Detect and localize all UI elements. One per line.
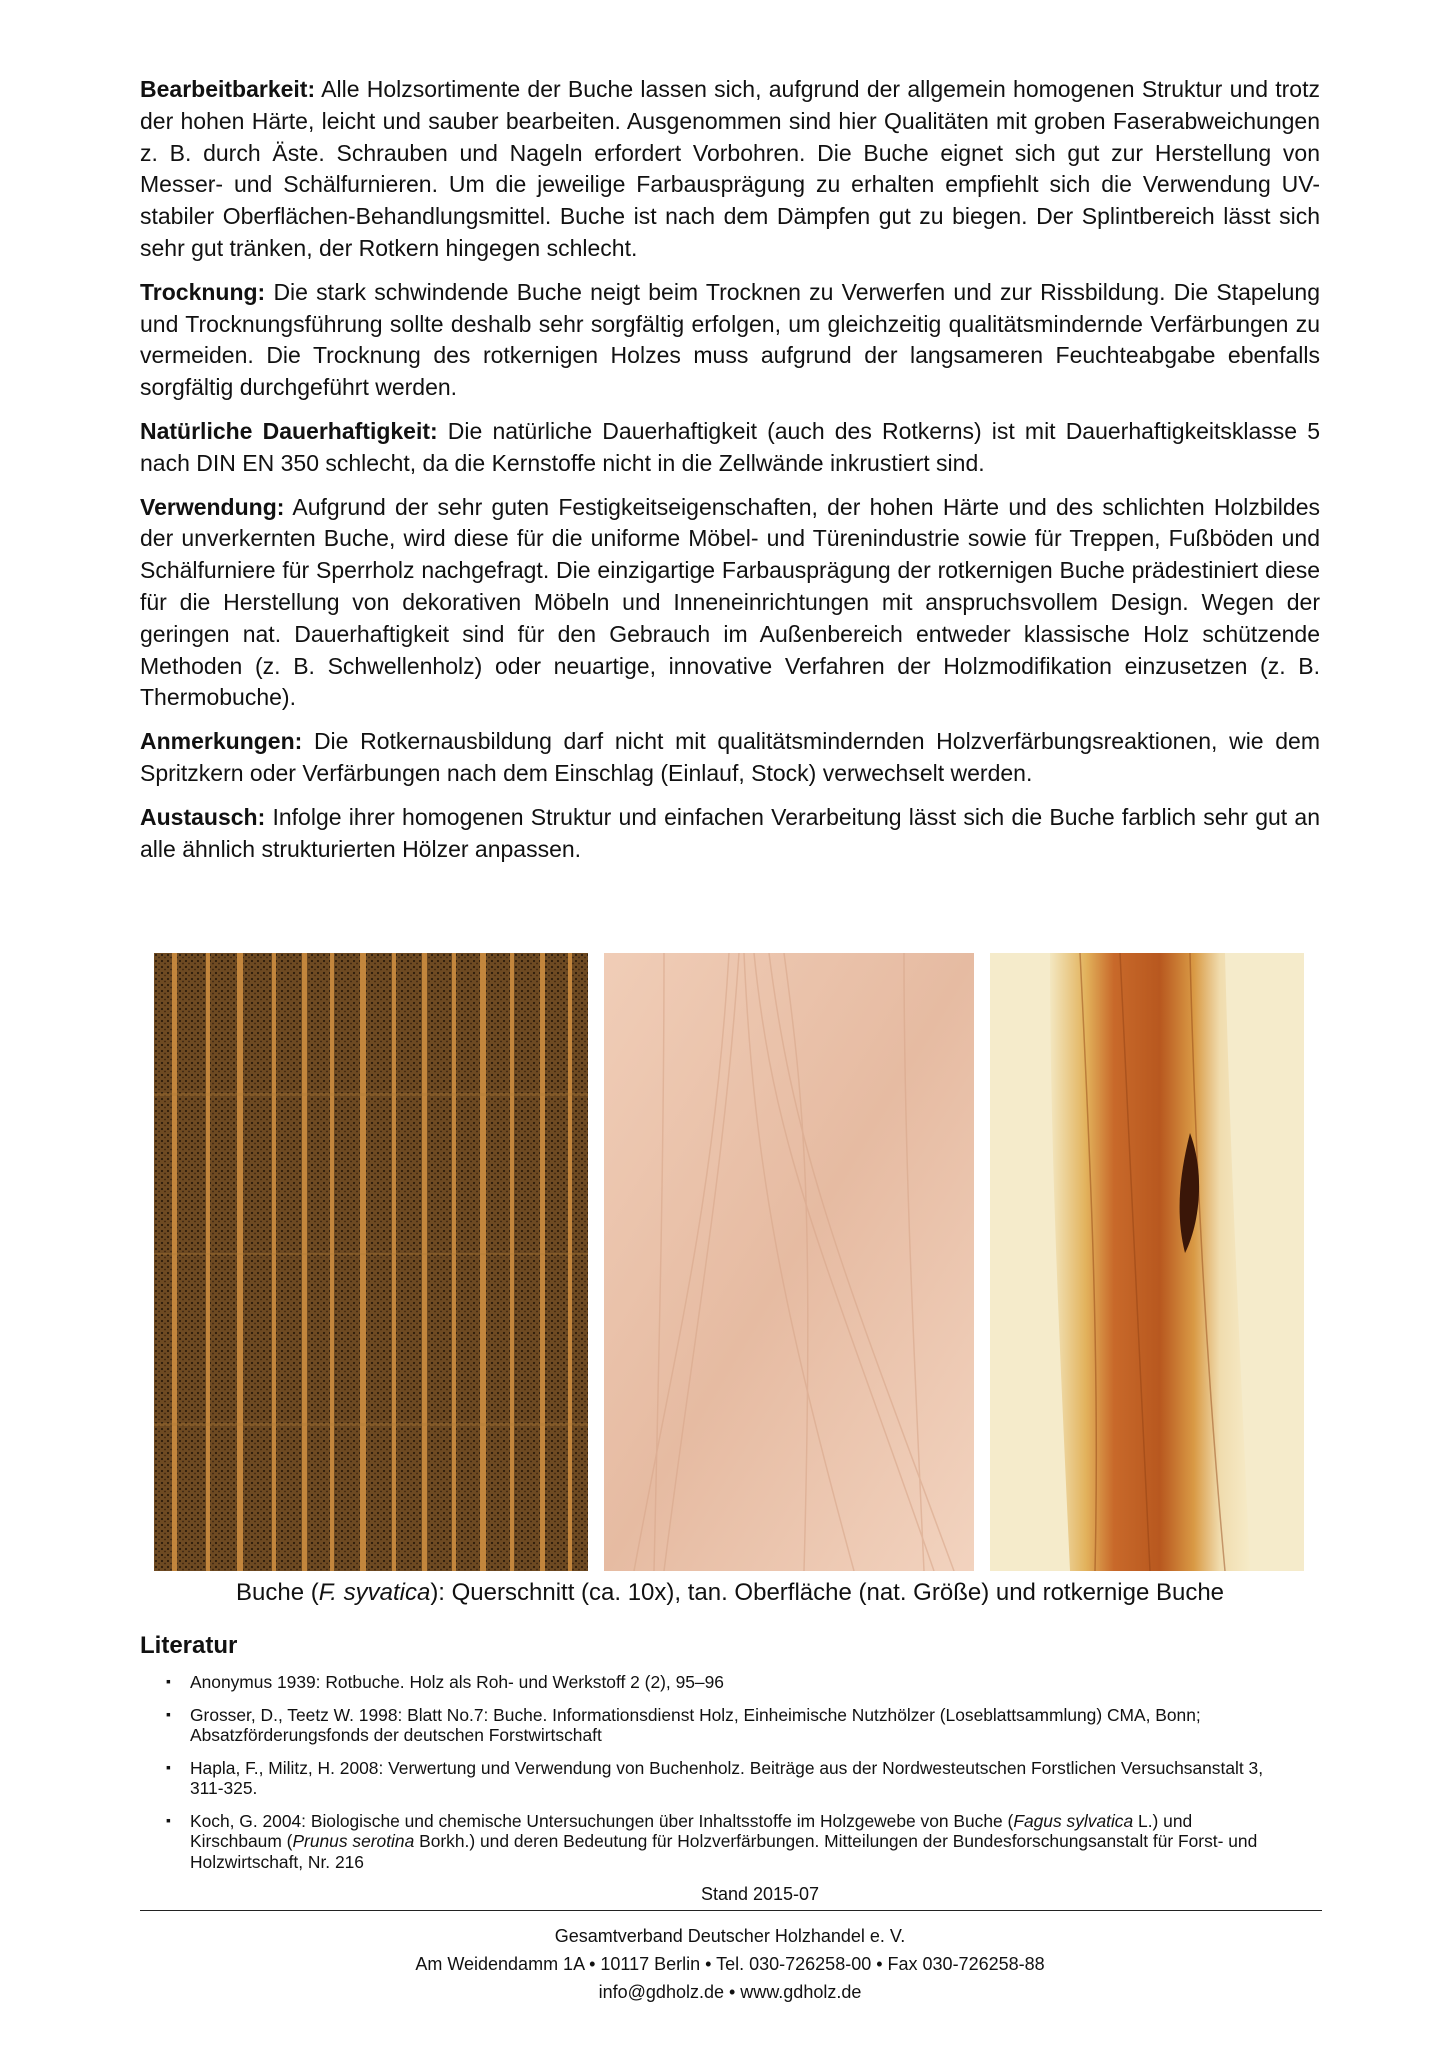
caption-species: F. syvatica	[318, 1579, 431, 1606]
literature-heading: Literatur	[140, 1632, 238, 1659]
footer	[140, 1922, 1320, 2006]
paragraph-text: Alle Holzsortimente der Buche lassen sich, aufgrund der allgemein homogenen Struktur und trotz der hohen Härte, leicht und sauber bearbeiten. Ausgenommen sind hier Qualitäten mit groben Faserabweichungen z. B. durch Äste. Schrauben und Nageln erfordert Vorbohren. Die Buche eignet sich gut zur Herstellung von Messer- und Schälfurnieren. Um die jeweilige Farbausprägung zu erhalten empfiehlt sich die Verwendung UV-stabiler Oberflächen-Behandlungsmittel. Buche ist nach dem Dämpfen gut zu biegen. Der Splintbereich lässt sich sehr gut tränken, der Rotkern hingegen schlecht.	[140, 76, 1320, 261]
paragraph-bearbeitbarkeit	[140, 74, 1320, 265]
paragraph-label: Bearbeitbarkeit:	[140, 76, 316, 102]
paragraph-label: Natürliche Dauerhaftigkeit:	[140, 417, 438, 444]
reference-item: ▪ Koch, G. 2004: Biologische und chemische Untersuchungen über Inhaltsstoffe im Holzgewebe von Buche (Fagus sylvatica L.) und Kirschbaum (Prunus serotina Borkh.) und deren Bedeutung für Holzverfärbungen. Mitteilungen der Bundesforschungsanstalt für Forst- und Holzwirtschaft, Nr. 216	[166, 1811, 1286, 1873]
paragraph-trocknung	[140, 277, 1320, 404]
reference-item: ▪ Anonymus 1939: Rotbuche. Holz als Roh- und Werkstoff 2 (2), 95–96	[166, 1672, 1286, 1693]
paragraph-text: Die stark schwindende Buche neigt beim Trocknen zu Verwerfen und zur Rissbildung. Die Stapelung und Trocknungsführung sollte deshalb sehr sorgfältig erfolgen, um gleichzeitig qualitätsmindernde Verfärbungen zu vermeiden. Die Trocknung des rotkernigen Holzes muss aufgrund der langsameren Feuchteabgabe ebenfalls sorgfältig durchgeführt werden.	[140, 278, 1320, 401]
caption-text: Buche (	[235, 1579, 319, 1606]
wood-images	[154, 953, 1304, 1571]
cross-section-image	[154, 953, 588, 1571]
reference-item: ▪ Hapla, F., Militz, H. 2008: Verwertung und Verwendung von Buchenholz. Beiträge aus der Nordwesteutschen Forstlichen Versuchsanstalt 3, 311-325.	[166, 1758, 1286, 1799]
footer-divider	[140, 1910, 1322, 1911]
paragraph-text: Die Rotkernausbildung darf nicht mit qualitätsmindernden Holzverfärbungsreaktionen, wie dem Spritzkern oder Verfärbungen nach dem Einschlag (Einlauf, Stock) verwechselt werden.	[140, 728, 1320, 786]
caption-text: ): Querschnitt (ca. 10x), tan. Oberfläche (nat. Größe) und rotkernige Buche	[430, 1579, 1225, 1606]
red-heart-beech-image	[990, 953, 1304, 1571]
paragraph-label: Anmerkungen:	[140, 728, 303, 755]
paragraph-text: Die natürliche Dauerhaftigkeit (auch des Rotkerns) ist mit Dauerhaftigkeitsklasse 5 nach DIN EN 350 schlecht, da die Kernstoffe nicht in die Zellwände inkrustiert sind.	[140, 417, 1320, 476]
paragraph-verwendung	[140, 492, 1320, 715]
footer-organization: Gesamtverband Deutscher Holzhandel e. V.	[554, 1926, 906, 1946]
footer-address: Am Weidendamm 1A • 10117 Berlin • Tel. 030-726258-00 • Fax 030-726258-88	[415, 1954, 1045, 1974]
footer-contact: info@gdholz.de • www.gdholz.de	[598, 1982, 862, 2002]
reference-list	[166, 1672, 1286, 1884]
figure-caption	[140, 1579, 1320, 1607]
tangential-surface-image	[604, 953, 974, 1571]
reference-item: ▪ Grosser, D., Teetz W. 1998: Blatt No.7: Buche. Informationsdienst Holz, Einheimische Nutzhölzer (Loseblattsammlung) CMA, Bonn; Absatzförderungsfonds der deutschen Forstwirtschaft	[166, 1705, 1286, 1746]
paragraph-anmerkungen	[140, 726, 1320, 790]
paragraph-label: Trocknung:	[140, 278, 266, 305]
body-text	[140, 74, 1320, 877]
paragraph-dauerhaftigkeit	[140, 416, 1320, 480]
paragraph-text: Aufgrund der sehr guten Festigkeitseigenschaften, der hohen Härte und des schlichten Holzbildes der unverkernten Buche, wird diese für die uniforme Möbel- und Türenindustrie sowie für Treppen, Fußböden und Schälfurniere für Sperrholz nachgefragt. Die einzigartige Farbausprägung der rotkernigen Buche prädestiniert diese für die Herstellung von dekorativen Möbeln und Inneneinrichtungen mit anspruchsvollem Design. Wegen der geringen nat. Dauerhaftigkeit sind für den Gebrauch im Außenbereich entweder klassische Holz schützende Methoden (z. B. Schwellenholz) oder neuartige, innovative Verfahren der Holzmodifikation einzusetzen (z. B. Thermobuche).	[140, 493, 1320, 711]
version-stamp: Stand 2015-07	[700, 1884, 820, 1904]
paragraph-label: Austausch:	[140, 803, 266, 830]
paragraph-label: Verwendung:	[140, 493, 285, 520]
paragraph-text: Infolge ihrer homogenen Struktur und einfachen Verarbeitung lässt sich die Buche farblich sehr gut an alle ähnlich strukturierten Hölzer anpassen.	[140, 803, 1320, 862]
paragraph-austausch	[140, 802, 1320, 866]
